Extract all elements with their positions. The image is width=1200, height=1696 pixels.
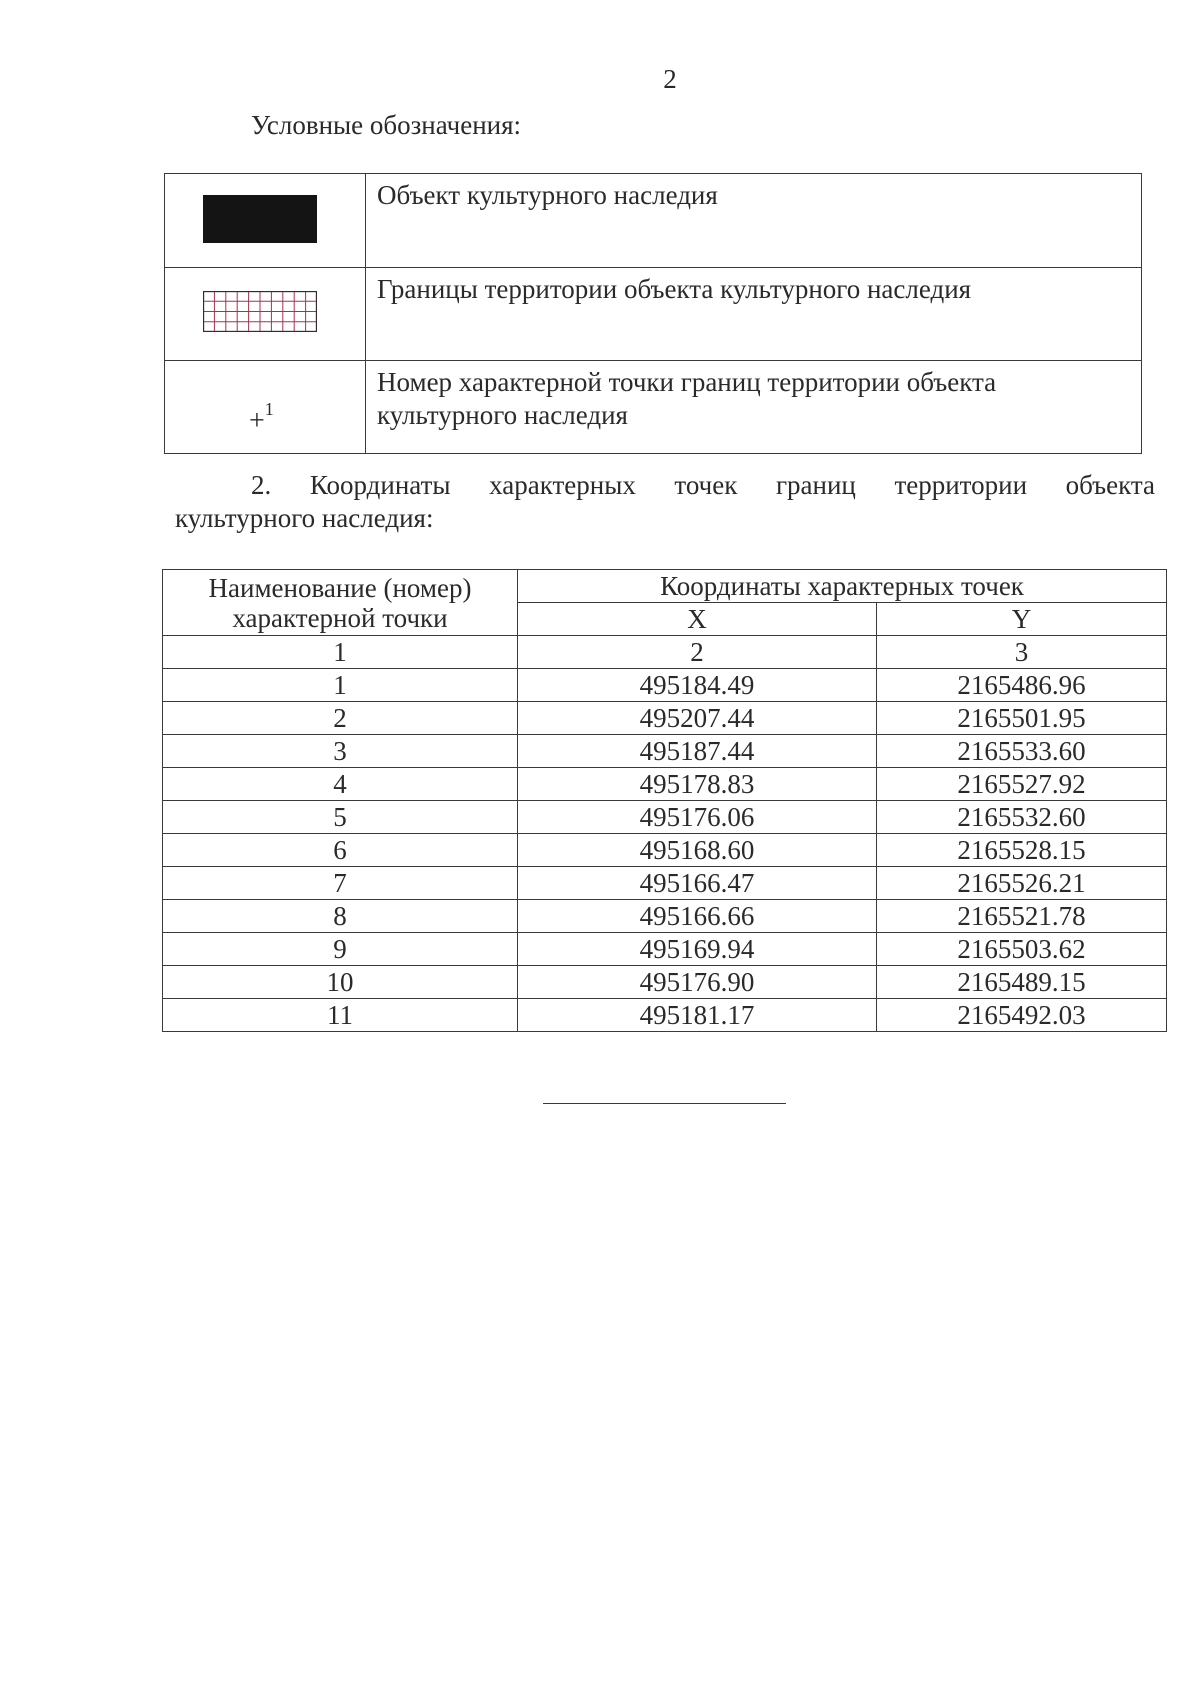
coord-x: 495166.66: [518, 900, 877, 933]
table-row: [163, 933, 1167, 966]
column-number: 2: [518, 636, 877, 669]
header-y: Y: [877, 603, 1167, 636]
point-number: 1: [163, 669, 518, 702]
point-number: 8: [163, 900, 518, 933]
coord-x: 495178.83: [518, 768, 877, 801]
table-row: [163, 669, 1167, 702]
table-row: [163, 801, 1167, 834]
territory-boundary-grid-icon: [203, 291, 317, 332]
section-2-line-1: [175, 469, 1155, 502]
coord-y: 2165532.60: [877, 801, 1167, 834]
coord-x: 495168.60: [518, 834, 877, 867]
legend-text: Границы территории объекта культурного наследия: [366, 268, 1142, 361]
legend-symbol-cell: [165, 268, 366, 361]
legend-symbol-cell: [165, 174, 366, 268]
legend-text: Объект культурного наследия: [366, 174, 1142, 268]
legend-heading: Условные обозначения:: [251, 110, 522, 140]
point-number: 7: [163, 867, 518, 900]
coord-x: 495166.47: [518, 867, 877, 900]
section-2-number: 2.: [251, 470, 272, 500]
coord-x: 495181.17: [518, 999, 877, 1032]
coord-y: 2165528.15: [877, 834, 1167, 867]
legend-row: [165, 361, 1142, 454]
coord-x: 495176.90: [518, 966, 877, 999]
point-number: 11: [163, 999, 518, 1032]
point-number: 2: [163, 702, 518, 735]
column-number-row: [163, 636, 1167, 669]
section-2-line-2: культурного наследия:: [175, 503, 434, 533]
point-number: 3: [163, 735, 518, 768]
table-row: [163, 867, 1167, 900]
coord-y: 2165503.62: [877, 933, 1167, 966]
page-number: 2: [663, 64, 677, 94]
end-separator-line: [543, 1103, 786, 1104]
header-point-name: Наименование (номер) характерной точки: [163, 570, 518, 636]
point-marker-number: 1: [264, 399, 274, 419]
coord-y: 2165521.78: [877, 900, 1167, 933]
point-number: 9: [163, 933, 518, 966]
table-row: [163, 702, 1167, 735]
column-number: 1: [163, 636, 518, 669]
table-row: [163, 966, 1167, 999]
coord-x: 495187.44: [518, 735, 877, 768]
column-number: 3: [877, 636, 1167, 669]
coord-y: 2165492.03: [877, 999, 1167, 1032]
point-number: 10: [163, 966, 518, 999]
coord-y: 2165486.96: [877, 669, 1167, 702]
section-2-text: Координаты характерных точек границ территории объекта: [309, 470, 1155, 500]
coord-y: 2165526.21: [877, 867, 1167, 900]
point-number: 5: [163, 801, 518, 834]
coord-x: 495176.06: [518, 801, 877, 834]
header-x: X: [518, 603, 877, 636]
table-row: [163, 768, 1167, 801]
table-row: [163, 735, 1167, 768]
coord-y: 2165533.60: [877, 735, 1167, 768]
cross-symbol: +: [249, 405, 265, 437]
table-row: [163, 999, 1167, 1032]
point-marker-icon: [249, 397, 274, 437]
coord-x: 495184.49: [518, 669, 877, 702]
coord-y: 2165489.15: [877, 966, 1167, 999]
legend-row: [165, 268, 1142, 361]
legend-table: [164, 173, 1142, 454]
legend-symbol-cell: [165, 361, 366, 454]
header-coordinates: Координаты характерных точек: [518, 570, 1167, 603]
coord-x: 495169.94: [518, 933, 877, 966]
point-number: 4: [163, 768, 518, 801]
table-row: [163, 834, 1167, 867]
coord-y: 2165527.92: [877, 768, 1167, 801]
coordinates-table: [162, 569, 1167, 1032]
coord-y: 2165501.95: [877, 702, 1167, 735]
section-2-paragraph: [175, 469, 1155, 535]
legend-row: [165, 174, 1142, 268]
coord-x: 495207.44: [518, 702, 877, 735]
legend-text: Номер характерной точки границ территории объекта культурного наследия: [366, 361, 1142, 454]
table-header-row: [163, 570, 1167, 603]
table-row: [163, 900, 1167, 933]
point-number: 6: [163, 834, 518, 867]
heritage-object-icon: [203, 195, 317, 243]
